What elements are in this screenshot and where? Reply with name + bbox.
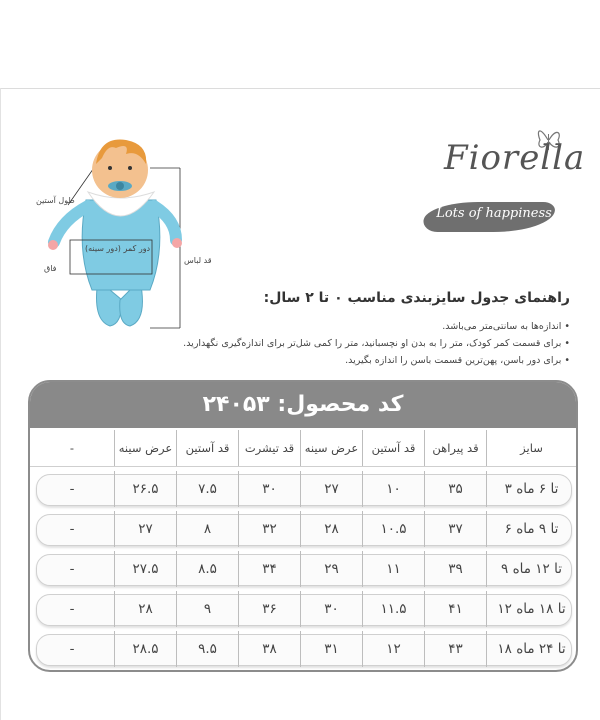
table-cell: - — [69, 561, 75, 577]
size-cell: ۱۸ تا ۲۴ ماه — [486, 631, 576, 667]
frame-top-line — [0, 88, 600, 89]
note-item: • اندازه‌ها به سانتی‌متر می‌باشد. — [442, 321, 570, 332]
size-table-card — [28, 380, 578, 672]
size-cell: ۳ تا ۶ ماه — [486, 471, 576, 507]
header-cell: قد آستین — [176, 430, 238, 466]
table-row — [30, 631, 576, 667]
table-row — [30, 551, 576, 587]
size-cell: ۱۲ تا ۱۸ ماه — [486, 591, 576, 627]
table-cell: ۲۷ — [114, 511, 176, 547]
table-cell: ۳۵ — [424, 471, 486, 507]
table-header-row — [30, 430, 576, 466]
header-cell: قد آستین — [362, 430, 424, 466]
table-cell: ۴۱ — [424, 591, 486, 627]
table-cell: ۹.۵ — [176, 631, 238, 667]
note-item: • برای قسمت کمر کودک، متر را به بدن او نچسبانید، متر را کمی شل‌تر برای اندازه‌گیری نگهدارید. — [183, 338, 570, 349]
table-row — [30, 471, 576, 507]
product-code-header: کد محصول: ۲۴۰۵۳ — [30, 382, 576, 428]
baby-illustration — [30, 130, 230, 340]
header-cell: سایز — [486, 430, 576, 466]
table-cell: ۲۷.۵ — [114, 551, 176, 587]
header-cell: عرض سینه — [300, 430, 362, 466]
table-cell: ۹ — [176, 591, 238, 627]
size-guide-title: راهنمای جدول سایزبندی مناسب ۰ تا ۲ سال: — [263, 290, 570, 306]
table-cell: ۲۸ — [114, 591, 176, 627]
table-cell: ۲۹ — [300, 551, 362, 587]
table-cell: ۳۴ — [238, 551, 300, 587]
table-cell: ۳۰ — [300, 591, 362, 627]
size-guide-notes — [10, 318, 570, 369]
header-cell: قد تیشرت — [238, 430, 300, 466]
table-cell: ۱۲ — [362, 631, 424, 667]
brand-name: Fiorella — [444, 138, 586, 178]
table-cell: ۲۸.۵ — [114, 631, 176, 667]
table-cell: ۸.۵ — [176, 551, 238, 587]
brand-tagline: Lots of happiness — [436, 206, 552, 221]
header-cell: قد پیراهن — [424, 430, 486, 466]
table-cell: ۴۳ — [424, 631, 486, 667]
table-cell: - — [69, 641, 75, 657]
table-cell: ۸ — [176, 511, 238, 547]
table-cell: ۳۹ — [424, 551, 486, 587]
table-cell: ۳۲ — [238, 511, 300, 547]
header-cell: - — [69, 441, 75, 455]
table-cell: ۲۷ — [300, 471, 362, 507]
size-cell: ۹ تا ۱۲ ماه — [486, 551, 576, 587]
table-cell: - — [69, 521, 75, 537]
table-cell: - — [69, 601, 75, 617]
table-row — [30, 511, 576, 547]
table-cell: ۳۰ — [238, 471, 300, 507]
hip-label: فاق — [44, 264, 57, 273]
table-cell: ۳۸ — [238, 631, 300, 667]
table-cell: ۳۷ — [424, 511, 486, 547]
table-cell: ۲۸ — [300, 511, 362, 547]
brand-logo — [418, 120, 586, 245]
table-cell: ۱۰ — [362, 471, 424, 507]
garment-length-label: قد لباس — [184, 256, 212, 265]
table-cell: ۲۶.۵ — [114, 471, 176, 507]
note-item: • برای دور باسن، پهن‌ترین قسمت باسن را اندازه بگیرید. — [345, 355, 570, 366]
table-cell: ۱۰.۵ — [362, 511, 424, 547]
table-cell: - — [69, 481, 75, 497]
table-cell: ۳۱ — [300, 631, 362, 667]
sleeve-length-label: طول آستین — [36, 196, 75, 205]
header-cell: عرض سینه — [114, 430, 176, 466]
table-cell: ۷.۵ — [176, 471, 238, 507]
frame-left-line — [0, 88, 1, 720]
table-cell: ۱۱.۵ — [362, 591, 424, 627]
size-cell: ۶ تا ۹ ماه — [486, 511, 576, 547]
table-cell: ۳۶ — [238, 591, 300, 627]
baby-measurement-diagram — [30, 130, 230, 340]
waist-chest-label: دور کمر (دور سینه) — [85, 244, 151, 253]
header-separator — [30, 466, 576, 467]
table-cell: ۱۱ — [362, 551, 424, 587]
table-row — [30, 591, 576, 627]
